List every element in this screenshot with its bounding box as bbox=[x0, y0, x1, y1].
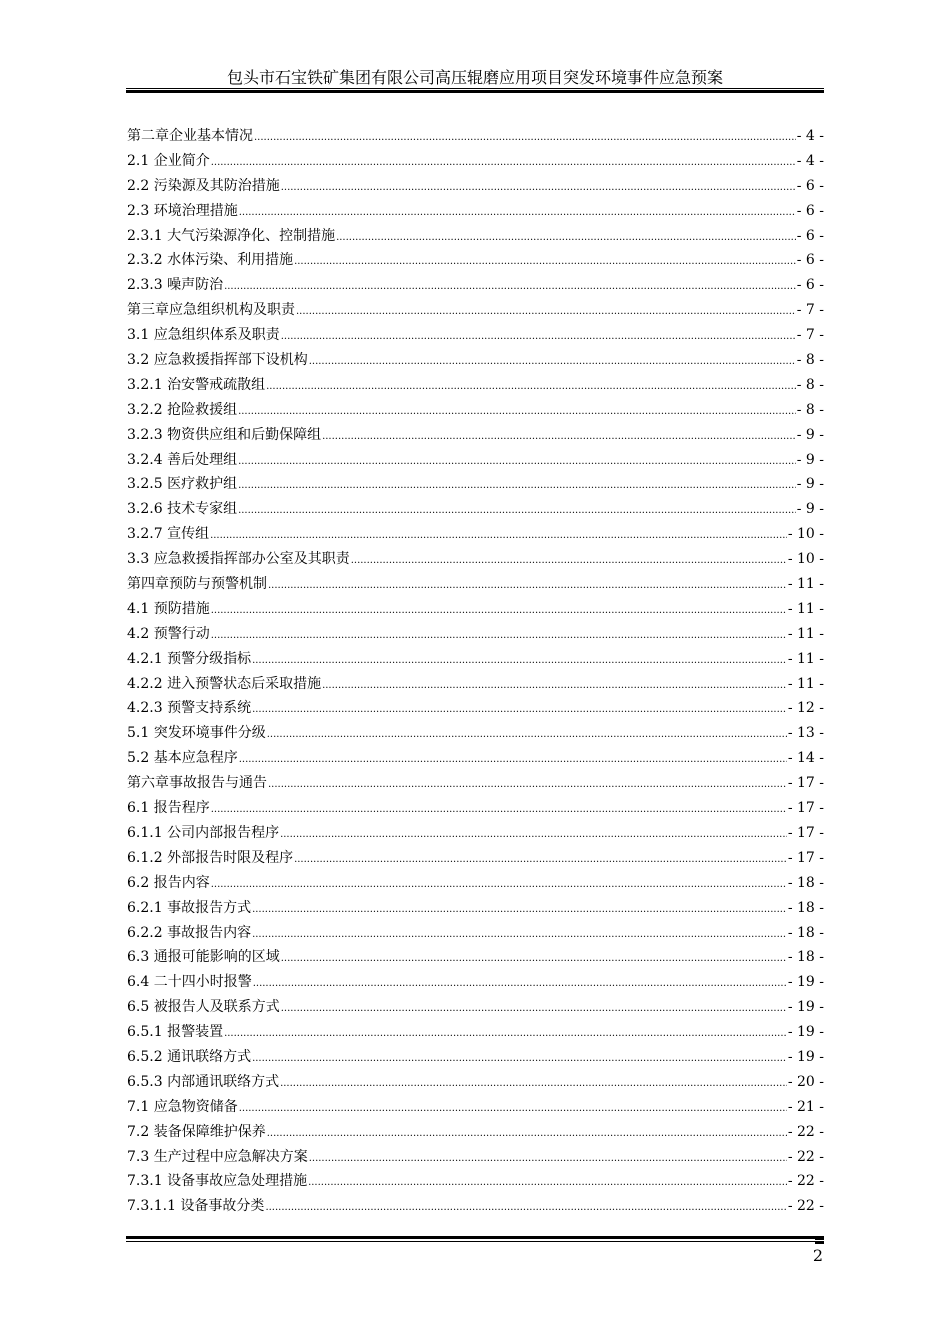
toc-dot-leader bbox=[322, 674, 787, 697]
toc-dot-leader bbox=[238, 499, 796, 522]
toc-entry-page: - 22 - bbox=[787, 1148, 824, 1165]
toc-entry-label: 2.3.1 大气污染源净化、控制措施 bbox=[127, 227, 336, 244]
toc-entry-label: 4.1 预防措施 bbox=[127, 600, 210, 617]
toc-dot-leader bbox=[309, 1147, 787, 1170]
toc-entry-label: 5.2 基本应急程序 bbox=[127, 750, 238, 767]
toc-dot-leader bbox=[280, 823, 787, 846]
toc-entry[interactable] bbox=[127, 945, 824, 970]
toc-entry-page: - 9 - bbox=[796, 501, 824, 518]
toc-dot-leader bbox=[265, 1196, 786, 1219]
toc-entry-page: - 11 - bbox=[787, 576, 824, 593]
toc-entry-page: - 8 - bbox=[796, 376, 824, 393]
toc-dot-leader bbox=[322, 425, 796, 448]
toc-dot-leader bbox=[238, 400, 796, 423]
header-rule-thick bbox=[126, 90, 824, 93]
toc-dot-leader bbox=[253, 972, 787, 995]
toc-entry-label: 3.2.6 技术专家组 bbox=[127, 501, 238, 518]
toc-entry-page: - 4 - bbox=[796, 152, 824, 169]
toc-entry-page: - 8 - bbox=[796, 401, 824, 418]
toc-entry-page: - 12 - bbox=[787, 700, 824, 717]
toc-entry-label: 4.2.2 进入预警状态后采取措施 bbox=[127, 675, 322, 692]
toc-entry-page: - 6 - bbox=[796, 177, 824, 194]
toc-dot-leader bbox=[268, 773, 787, 796]
toc-entry-page: - 7 - bbox=[796, 302, 824, 319]
footer-mark bbox=[815, 1238, 824, 1246]
toc-dot-leader bbox=[309, 350, 796, 373]
toc-entry-page: - 8 - bbox=[796, 352, 824, 369]
toc-entry-label: 6.1 报告程序 bbox=[127, 800, 210, 817]
toc-dot-leader bbox=[294, 250, 796, 273]
document-header-title: 包头市石宝铁矿集团有限公司高压辊磨应用项目突发环境事件应急预案 bbox=[226, 68, 723, 87]
toc-entry-label: 4.2.1 预警分级指标 bbox=[127, 650, 252, 667]
toc-dot-leader bbox=[238, 450, 796, 473]
toc-entry-label: 6.5.3 内部通讯联络方式 bbox=[127, 1073, 280, 1090]
toc-entry[interactable] bbox=[127, 522, 824, 547]
toc-entry-label: 第二章企业基本情况 bbox=[127, 128, 253, 144]
toc-dot-leader bbox=[254, 126, 796, 149]
toc-entry-label: 3.1 应急组织体系及职责 bbox=[127, 327, 280, 344]
toc-entry-label: 第六章事故报告与通告 bbox=[127, 775, 267, 792]
toc-entry[interactable] bbox=[127, 672, 824, 697]
toc-dot-leader bbox=[351, 549, 787, 572]
toc-dot-leader bbox=[252, 923, 787, 946]
toc-dot-leader bbox=[238, 474, 796, 497]
toc-entry-label: 第四章预防与预警机制 bbox=[127, 576, 267, 593]
toc-dot-leader bbox=[252, 698, 787, 721]
toc-entry[interactable] bbox=[127, 199, 824, 224]
toc-dot-leader bbox=[281, 176, 796, 199]
toc-entry-page: - 22 - bbox=[787, 1198, 824, 1215]
toc-entry-page: - 18 - bbox=[787, 874, 824, 891]
toc-dot-leader bbox=[252, 649, 787, 672]
toc-entry-page: - 20 - bbox=[787, 1073, 824, 1090]
toc-entry-label: 4.2 预警行动 bbox=[127, 625, 210, 642]
toc-entry-page: - 19 - bbox=[787, 1048, 824, 1065]
toc-entry-label: 6.3 通报可能影响的区域 bbox=[127, 949, 280, 966]
toc-entry-page: - 19 - bbox=[787, 999, 824, 1016]
toc-entry[interactable] bbox=[127, 472, 824, 497]
toc-dot-leader bbox=[266, 375, 796, 398]
toc-entry[interactable] bbox=[127, 696, 824, 721]
toc-entry[interactable] bbox=[127, 124, 824, 149]
toc-dot-leader bbox=[294, 848, 787, 871]
toc-entry-page: - 19 - bbox=[787, 1024, 824, 1041]
toc-dot-leader bbox=[239, 748, 787, 771]
toc-entry-page: - 6 - bbox=[796, 252, 824, 269]
toc-entry-label: 2.3 环境治理措施 bbox=[127, 202, 238, 219]
toc-entry-label: 3.3 应急救援指挥部办公室及其职责 bbox=[127, 551, 350, 568]
toc-entry[interactable] bbox=[127, 323, 824, 348]
toc-entry[interactable] bbox=[127, 248, 824, 273]
toc-entry-label: 3.2.1 治安警戒疏散组 bbox=[127, 376, 266, 393]
toc-entry[interactable] bbox=[127, 174, 824, 199]
toc-dot-leader bbox=[281, 947, 787, 970]
toc-entry-label: 6.1.2 外部报告时限及程序 bbox=[127, 849, 294, 866]
toc-entry-page: - 17 - bbox=[787, 824, 824, 841]
toc-entry-page: - 7 - bbox=[796, 327, 824, 344]
toc-entry[interactable] bbox=[127, 423, 824, 448]
toc-entry-label: 6.2.1 事故报告方式 bbox=[127, 899, 252, 916]
toc-entry[interactable] bbox=[127, 547, 824, 572]
toc-entry-page: - 18 - bbox=[787, 924, 824, 941]
toc-entry-page: - 10 - bbox=[787, 526, 824, 543]
toc-entry-label: 第三章应急组织机构及职责 bbox=[127, 302, 295, 319]
table-of-contents bbox=[127, 124, 824, 1219]
toc-entry-page: - 11 - bbox=[787, 600, 824, 617]
toc-entry-label: 3.2.3 物资供应组和后勤保障组 bbox=[127, 426, 322, 443]
toc-entry-label: 2.3.2 水体污染、利用措施 bbox=[127, 252, 294, 269]
toc-dot-leader bbox=[308, 1171, 787, 1194]
toc-entry-label: 2.1 企业简介 bbox=[127, 152, 210, 169]
toc-entry-label: 3.2.5 医疗救护组 bbox=[127, 476, 238, 493]
toc-entry[interactable] bbox=[127, 622, 824, 647]
toc-entry[interactable] bbox=[127, 597, 824, 622]
toc-entry[interactable] bbox=[127, 721, 824, 746]
toc-entry[interactable] bbox=[127, 1194, 824, 1219]
toc-dot-leader bbox=[239, 1097, 787, 1120]
toc-dot-leader bbox=[211, 151, 796, 174]
footer-rule-thick bbox=[126, 1236, 824, 1239]
toc-entry-page: - 17 - bbox=[787, 800, 824, 817]
toc-entry[interactable] bbox=[127, 896, 824, 921]
toc-entry-label: 2.3.3 噪声防治 bbox=[127, 277, 224, 294]
toc-entry-label: 6.5 被报告人及联系方式 bbox=[127, 999, 280, 1016]
toc-entry[interactable] bbox=[127, 995, 824, 1020]
toc-entry-label: 7.3 生产过程中应急解决方案 bbox=[127, 1148, 308, 1165]
toc-entry-label: 6.5.1 报警装置 bbox=[127, 1024, 224, 1041]
toc-dot-leader bbox=[252, 1047, 787, 1070]
toc-entry-label: 3.2.2 抢险救援组 bbox=[127, 401, 238, 418]
toc-dot-leader bbox=[252, 898, 787, 921]
toc-entry-label: 7.3.1.1 设备事故分类 bbox=[127, 1198, 265, 1215]
toc-entry-label: 2.2 污染源及其防治措施 bbox=[127, 177, 280, 194]
toc-entry-page: - 11 - bbox=[787, 625, 824, 642]
toc-entry[interactable] bbox=[127, 348, 824, 373]
toc-dot-leader bbox=[267, 723, 787, 746]
toc-dot-leader bbox=[211, 873, 787, 896]
toc-entry-page: - 6 - bbox=[796, 202, 824, 219]
toc-entry-page: - 9 - bbox=[796, 451, 824, 468]
toc-entry-label: 4.2.3 预警支持系统 bbox=[127, 700, 252, 717]
toc-entry[interactable] bbox=[127, 373, 824, 398]
toc-entry-page: - 10 - bbox=[787, 551, 824, 568]
toc-entry-label: 6.2 报告内容 bbox=[127, 874, 210, 891]
toc-entry[interactable] bbox=[127, 1095, 824, 1120]
toc-entry[interactable] bbox=[127, 224, 824, 249]
toc-entry-page: - 9 - bbox=[796, 476, 824, 493]
toc-entry[interactable] bbox=[127, 298, 824, 323]
toc-entry[interactable] bbox=[127, 1020, 824, 1045]
toc-entry-page: - 19 - bbox=[787, 974, 824, 991]
toc-entry[interactable] bbox=[127, 771, 824, 796]
toc-dot-leader bbox=[280, 1072, 787, 1095]
toc-entry[interactable] bbox=[127, 1070, 824, 1095]
toc-entry[interactable] bbox=[127, 746, 824, 771]
toc-dot-leader bbox=[281, 997, 787, 1020]
toc-entry-label: 3.2.7 宣传组 bbox=[127, 526, 210, 543]
toc-entry-page: - 6 - bbox=[796, 277, 824, 294]
toc-entry[interactable] bbox=[127, 970, 824, 995]
toc-entry[interactable] bbox=[127, 1169, 824, 1194]
toc-entry-page: - 11 - bbox=[787, 675, 824, 692]
toc-entry-label: 6.2.2 事故报告内容 bbox=[127, 924, 252, 941]
toc-dot-leader bbox=[211, 624, 787, 647]
toc-entry[interactable] bbox=[127, 1145, 824, 1170]
toc-entry-page: - 6 - bbox=[796, 227, 824, 244]
toc-entry[interactable] bbox=[127, 1120, 824, 1145]
toc-entry-label: 6.1.1 公司内部报告程序 bbox=[127, 824, 280, 841]
toc-dot-leader bbox=[210, 524, 787, 547]
toc-entry-page: - 18 - bbox=[787, 899, 824, 916]
toc-entry-page: - 17 - bbox=[787, 849, 824, 866]
toc-entry-page: - 13 - bbox=[787, 725, 824, 742]
toc-entry[interactable] bbox=[127, 497, 824, 522]
toc-dot-leader bbox=[224, 275, 796, 298]
toc-dot-leader bbox=[211, 798, 787, 821]
toc-dot-leader bbox=[281, 325, 796, 348]
toc-entry[interactable] bbox=[127, 572, 824, 597]
toc-entry[interactable] bbox=[127, 821, 824, 846]
toc-entry-label: 7.3.1 设备事故应急处理措施 bbox=[127, 1173, 308, 1190]
toc-entry-label: 7.2 装备保障维护保养 bbox=[127, 1123, 266, 1140]
toc-dot-leader bbox=[211, 599, 787, 622]
toc-entry[interactable] bbox=[127, 921, 824, 946]
toc-entry-page: - 11 - bbox=[787, 650, 824, 667]
toc-entry-page: - 4 - bbox=[796, 128, 824, 144]
toc-dot-leader bbox=[239, 201, 796, 224]
toc-entry[interactable] bbox=[127, 448, 824, 473]
page-number: 2 bbox=[812, 1246, 824, 1265]
toc-entry[interactable] bbox=[127, 796, 824, 821]
toc-dot-leader bbox=[268, 574, 787, 597]
toc-entry[interactable] bbox=[127, 398, 824, 423]
toc-dot-leader bbox=[296, 300, 796, 323]
toc-entry-label: 6.4 二十四小时报警 bbox=[127, 974, 252, 991]
footer-rule-thin bbox=[126, 1241, 824, 1242]
toc-entry[interactable] bbox=[127, 149, 824, 174]
toc-dot-leader bbox=[267, 1122, 787, 1145]
toc-entry-page: - 9 - bbox=[796, 426, 824, 443]
toc-entry-page: - 14 - bbox=[787, 750, 824, 767]
toc-entry-page: - 22 - bbox=[787, 1123, 824, 1140]
toc-entry-page: - 21 - bbox=[787, 1098, 824, 1115]
toc-entry[interactable] bbox=[127, 871, 824, 896]
toc-entry-label: 5.1 突发环境事件分级 bbox=[127, 725, 266, 742]
toc-entry[interactable] bbox=[127, 1045, 824, 1070]
toc-entry-label: 6.5.2 通讯联络方式 bbox=[127, 1048, 252, 1065]
toc-entry-label: 3.2.4 善后处理组 bbox=[127, 451, 238, 468]
toc-entry-label: 3.2 应急救援指挥部下设机构 bbox=[127, 352, 308, 369]
toc-entry-label: 7.1 应急物资储备 bbox=[127, 1098, 238, 1115]
toc-entry[interactable] bbox=[127, 647, 824, 672]
toc-entry[interactable] bbox=[127, 273, 824, 298]
toc-entry-page: - 22 - bbox=[787, 1173, 824, 1190]
toc-entry-page: - 17 - bbox=[787, 775, 824, 792]
toc-entry-page: - 18 - bbox=[787, 949, 824, 966]
toc-dot-leader bbox=[224, 1022, 787, 1045]
toc-dot-leader bbox=[336, 226, 796, 249]
toc-entry[interactable] bbox=[127, 846, 824, 871]
header-rule-thin bbox=[126, 88, 824, 89]
